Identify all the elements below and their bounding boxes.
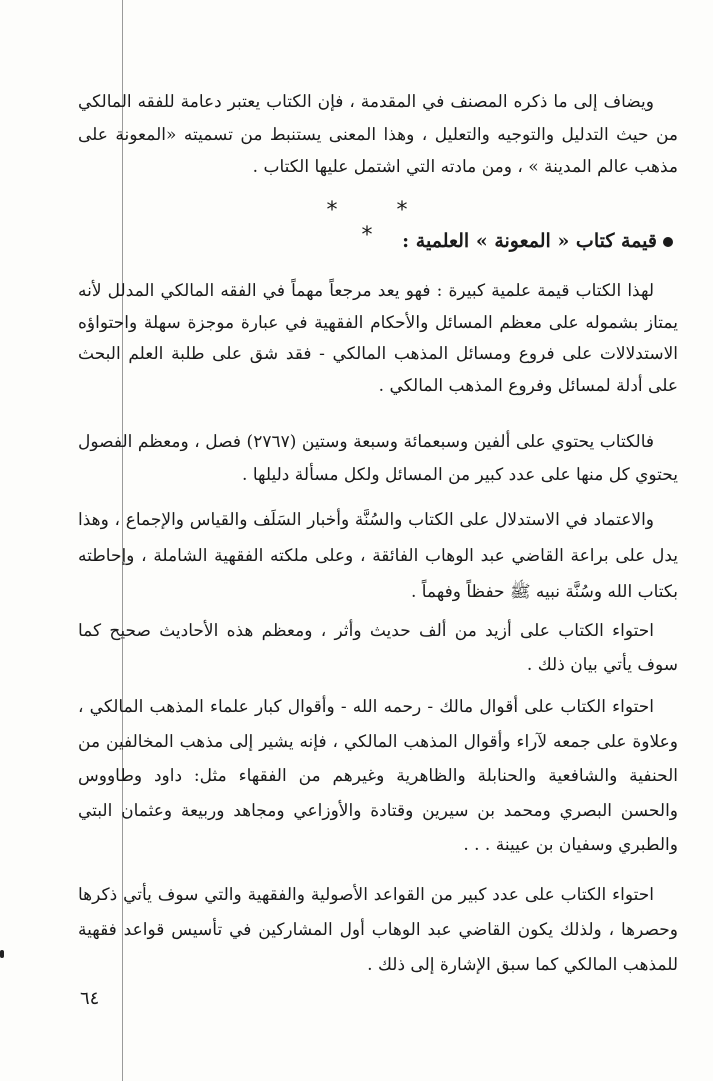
paragraph-jurisprudence-rules: احتواء الكتاب على عدد كبير من القواعد الأصولية والفقهية والتي سوف يأتي ذكرها وحصرها ، ولذلك يكون القاضي عبد الوهاب أول المشاركين في تأسيس قواعد فقهية للمذهب المالكي كما سبق الإشارة إلى ذلك . (78, 885, 678, 975)
paragraph-block-1 (78, 276, 678, 402)
paragraph-block-3 (78, 502, 678, 610)
paragraph-scholar-opinions: احتواء الكتاب على أقوال مالك - رحمه الله - وأقوال كبار علماء المذهب المالكي ، وعلاوة على جمعه لآراء وأقوال المذهب المالكي ، فإنه يشير إلى مذهب المخالفين من الحنفية والشافعية والحنابلة والظاهرية وغيرهم من الفقهاء مثل: داود وطاووس والحسن البصري ومحمد بن سيرين وقتادة والأوزاعي ومجاهد وربيعة وعثمان البتي والطبري وسفيان بن عيينة . . . (78, 697, 678, 855)
section-heading-text: قيمة كتاب « المعونة » العلمية : (402, 230, 657, 252)
paragraph-block-6 (78, 878, 678, 983)
paragraph-scientific-value: لهذا الكتاب قيمة علمية كبيرة : فهو يعد مرجعاً مهماً في الفقه المالكي المدلل لأنه يمتاز بشموله على معظم المسائل والأحكام الفقهية في عبارة موجزة سهلة واحتواؤه الاستدلالات على فروع ومسائل المذهب المالكي - فقد شق على طلبة العلم البحث على أدلة لمسائل وفروع المذهب المالكي . (78, 281, 678, 396)
paragraph-block-5 (78, 690, 678, 863)
page-number: ٦٤ (80, 988, 100, 1009)
section-separator-stars: * * * (326, 198, 434, 248)
paragraph-evidence-sources: والاعتماد في الاستدلال على الكتاب والسُنَّة وأخبار السَلَف والقياس والإجماع ، وهذا يدل على براعة القاضي عبد الوهاب الفائقة ، وعلى ملكته الفقهية الشاملة ، وإحاطته بكتاب الله وسُنَّة نبيه ﷺ حفظاً وفهماً . (78, 510, 678, 602)
paragraph-chapter-count: فالكتاب يحتوي على ألفين وسبعمائة وسبعة وستين (٢٧٦٧) فصل ، ومعظم الفصول يحتوي كل منها على عدد كبير من المسائل ولكل مسألة دليلها . (78, 432, 678, 485)
page-edge-mark (0, 950, 4, 958)
paragraph-block-4 (78, 614, 678, 682)
paragraph-block-2 (78, 426, 678, 492)
intro-paragraph-block (78, 86, 678, 184)
section-heading (402, 230, 673, 252)
intro-paragraph: ويضاف إلى ما ذكره المصنف في المقدمة ، فإن الكتاب يعتبر دعامة للفقه المالكي من حيث التدليل والتوجيه والتعليل ، وهذا المعنى يستنبط من تسميته «المعونة على مذهب عالم المدينة » ، ومن مادته التي اشتمل عليها الكتاب . (78, 92, 678, 177)
bullet-icon (663, 237, 673, 247)
paragraph-hadith-count: احتواء الكتاب على أزيد من ألف حديث وأثر ، ومعظم هذه الأحاديث صحيح كما سوف يأتي بيان ذلك . (78, 621, 678, 675)
